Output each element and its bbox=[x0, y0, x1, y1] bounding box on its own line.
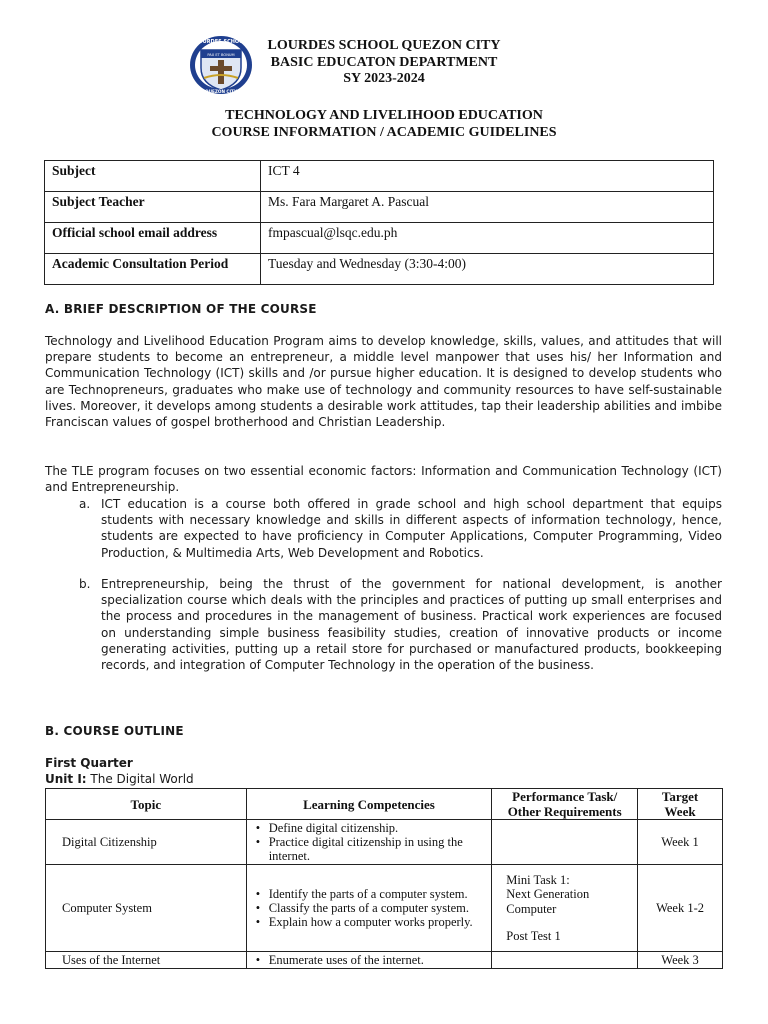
list-item-ict: ICT education is a course both offered in grade school and high school department that equips students with necessary knowledge and skills in different aspects of information technology, hence, students are expected to have proficiency in Computer Applications, Computer Programming, Video Production, & Multimedia Arts, Web Development and Robotics. bbox=[101, 497, 722, 560]
info-value: Ms. Fara Margaret A. Pascual bbox=[261, 192, 714, 223]
info-row bbox=[45, 223, 714, 254]
svg-text:QUEZON CITY: QUEZON CITY bbox=[205, 89, 237, 94]
competency-item: • Classify the parts of a computer system. bbox=[253, 901, 486, 915]
task-line: Next Generation bbox=[506, 887, 590, 901]
document-header bbox=[0, 34, 768, 94]
department-name: BASIC EDUCATON DEPARTMENT bbox=[270, 54, 498, 70]
info-value: ICT 4 bbox=[261, 161, 714, 192]
competency-item: • Define digital citizenship. bbox=[253, 821, 486, 835]
topic-cell: Computer System bbox=[46, 865, 247, 952]
topic-cell: Digital Citizenship bbox=[46, 820, 247, 865]
document-title: COURSE INFORMATION / ACADEMIC GUIDELINES bbox=[211, 125, 557, 140]
header-week-line: Target bbox=[661, 789, 699, 804]
header-topic: Topic bbox=[46, 789, 247, 820]
unit-title: The Digital World bbox=[90, 772, 194, 786]
week-cell: Week 1-2 bbox=[638, 865, 723, 952]
info-row bbox=[45, 192, 714, 223]
competency-item: • Explain how a computer works properly. bbox=[253, 915, 486, 929]
info-label: Academic Consultation Period bbox=[45, 254, 261, 285]
task-line: Post Test 1 bbox=[506, 929, 561, 943]
competency-item: • Practice digital citizenship in using the internet. bbox=[253, 835, 486, 863]
task-cell bbox=[492, 952, 638, 969]
competency-item: • Enumerate uses of the internet. bbox=[253, 953, 486, 967]
topic-cell: Uses of the Internet bbox=[46, 952, 247, 969]
header-task-line: Performance Task/ bbox=[512, 789, 618, 804]
course-outline-table bbox=[45, 788, 723, 969]
info-label: Subject Teacher bbox=[45, 192, 261, 223]
task-line: Computer bbox=[506, 901, 557, 916]
header-competencies: Learning Competencies bbox=[246, 789, 492, 820]
table-row bbox=[46, 820, 723, 865]
table-header-row bbox=[46, 789, 723, 820]
week-cell: Week 1 bbox=[638, 820, 723, 865]
section-a-heading: A. BRIEF DESCRIPTION OF THE COURSE bbox=[45, 302, 317, 316]
task-cell bbox=[492, 865, 638, 952]
quarter-label: First Quarter bbox=[45, 756, 133, 770]
list-item-entrepreneurship: Entrepreneurship, being the thrust of the government for national development, is another specialization course which deals with the principles and practices of putting up small enterprises and the process and procedures in the management of business. Practical work experiences are focused on understanding simple business feasibility studies, creation of innovative products or income generating activities, putting up a retail store for purchased or manufactured products, bookkeeping records, and integration of Computer Technology in the operation of the business. bbox=[101, 577, 722, 673]
info-label: Official school email address bbox=[45, 223, 261, 254]
header-task bbox=[492, 789, 638, 820]
document-titles bbox=[0, 107, 768, 141]
unit-number: Unit I: bbox=[45, 772, 87, 786]
table-row bbox=[46, 865, 723, 952]
course-info-table bbox=[44, 160, 714, 285]
svg-text:PAX ET BONUM: PAX ET BONUM bbox=[207, 53, 235, 57]
competency-item: • Identify the parts of a computer system. bbox=[253, 887, 486, 901]
program-focus-paragraph: The TLE program focuses on two essential economic factors: Information and Communication Technology (ICT) and Entrepreneurship. bbox=[45, 464, 722, 495]
info-row bbox=[45, 161, 714, 192]
table-row bbox=[46, 952, 723, 969]
header-task-line: Other Requirements bbox=[507, 804, 622, 819]
info-value: Tuesday and Wednesday (3:30-4:00) bbox=[261, 254, 714, 285]
program-title: TECHNOLOGY AND LIVELIHOOD EDUCATION bbox=[225, 108, 543, 123]
list-marker: a. bbox=[79, 497, 91, 511]
task-cell bbox=[492, 820, 638, 865]
info-label: Subject bbox=[45, 161, 261, 192]
unit-label bbox=[45, 772, 194, 786]
course-description-paragraph: Technology and Livelihood Education Program aims to develop knowledge, skills, values, and attitudes that will prepare students to become an entrepreneur, a middle level manpower that uses his/ her Information and Communication Technology (ICT) skills and /or pursue higher education. It is designed to develop students who are Technopreneurs, graduates who make use of technology and community resources to have self-sustainable lives. Moreover, it develops among students a desirable work attitudes, tap their leadership abilities and imbibe Franciscan values of gospel brotherhood and Christian Leadership. bbox=[45, 334, 722, 430]
info-row bbox=[45, 254, 714, 285]
email-value: fmpascual@lsqc.edu.ph bbox=[261, 223, 714, 254]
competencies-cell bbox=[246, 865, 492, 952]
school-header-text bbox=[244, 38, 524, 88]
school-year: SY 2023-2024 bbox=[343, 71, 425, 86]
svg-text:LOURDES SCHOOL: LOURDES SCHOOL bbox=[195, 39, 247, 45]
task-line: Mini Task 1: bbox=[506, 872, 570, 887]
header-week-line: Week bbox=[664, 804, 696, 819]
competencies-cell bbox=[246, 820, 492, 865]
header-week bbox=[638, 789, 723, 820]
section-b-heading: B. COURSE OUTLINE bbox=[45, 724, 184, 738]
school-name: LOURDES SCHOOL QUEZON CITY bbox=[267, 38, 501, 53]
competencies-cell bbox=[246, 952, 492, 969]
week-cell: Week 3 bbox=[638, 952, 723, 969]
list-marker: b. bbox=[79, 577, 91, 591]
task-spacer bbox=[506, 916, 631, 929]
